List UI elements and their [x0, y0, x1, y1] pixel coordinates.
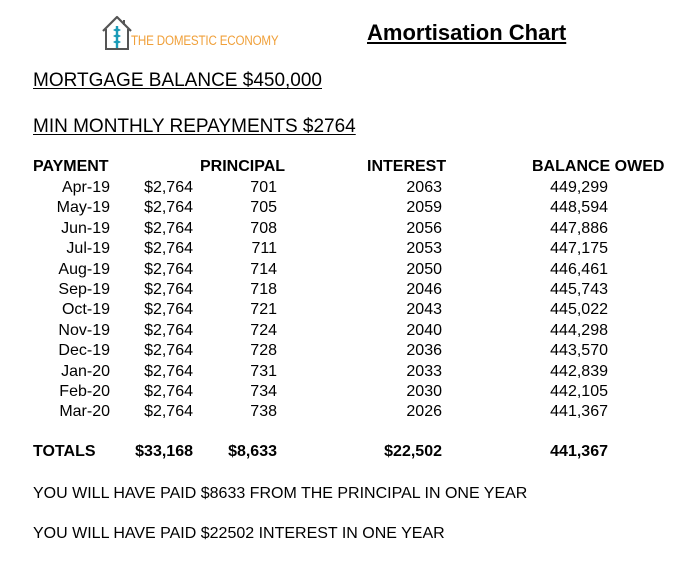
totals-payment: $33,168 — [135, 443, 193, 460]
cell-balance: 444,298 — [550, 321, 608, 339]
cell-month: Apr-19 — [61, 179, 110, 196]
cell-principal: 714 — [250, 260, 277, 278]
cell-principal: 734 — [250, 383, 277, 400]
cell-payment: $2,764 — [144, 342, 193, 360]
summary-interest-paid: YOU WILL HAVE PAID $22502 INTEREST IN ONE YEAR — [33, 525, 445, 542]
cell-principal: 705 — [250, 199, 277, 217]
cell-month: Mar-20 — [59, 403, 110, 421]
logo — [100, 14, 300, 54]
cell-month: Oct-19 — [61, 301, 110, 319]
cell-payment: $2,764 — [144, 260, 193, 278]
cell-principal: 708 — [250, 219, 277, 237]
cell-balance: 441,367 — [550, 403, 608, 421]
min-monthly-repayments: MIN MONTHLY REPAYMENTS $2764 — [33, 116, 356, 137]
cell-principal: 731 — [250, 362, 277, 380]
cell-interest: 2043 — [406, 301, 442, 319]
cell-payment: $2,764 — [144, 403, 193, 421]
cell-payment: $2,764 — [144, 240, 193, 258]
header-principal: PRINCIPAL — [200, 158, 286, 175]
cell-payment: $2,764 — [144, 199, 193, 217]
cell-month: Dec-19 — [58, 342, 110, 360]
totals-interest: $22,502 — [384, 443, 442, 460]
cell-payment: $2,764 — [144, 321, 193, 339]
cell-interest: 2026 — [406, 403, 442, 421]
cell-interest: 2059 — [406, 199, 442, 217]
cell-interest: 2053 — [406, 240, 442, 258]
cell-month: Aug-19 — [58, 260, 110, 278]
cell-month: Feb-20 — [59, 383, 110, 400]
summary-principal-paid: YOU WILL HAVE PAID $8633 FROM THE PRINCIPAL IN ONE YEAR — [33, 485, 528, 502]
cell-payment: $2,764 — [144, 362, 193, 380]
totals-balance: 441,367 — [550, 443, 608, 460]
cell-interest: 2040 — [406, 321, 442, 339]
cell-month: Nov-19 — [58, 321, 110, 339]
cell-balance: 445,743 — [550, 281, 608, 298]
cell-principal: 728 — [250, 342, 277, 360]
cell-balance: 442,105 — [550, 383, 608, 400]
cell-principal: 724 — [250, 321, 277, 339]
cell-balance: 447,886 — [550, 219, 608, 237]
cell-interest: 2033 — [406, 362, 442, 380]
header-payment: PAYMENT — [33, 158, 109, 175]
logo-text: THE DOMESTIC ECONOMY — [131, 33, 279, 48]
cell-principal: 701 — [250, 179, 277, 196]
cell-principal: 711 — [251, 240, 277, 258]
cell-balance: 442,839 — [550, 362, 608, 380]
cell-month: Jun-19 — [61, 219, 110, 237]
cell-interest: 2050 — [406, 260, 442, 278]
cell-month: Jan-20 — [61, 362, 110, 380]
cell-principal: 738 — [250, 403, 277, 421]
cell-balance: 447,175 — [550, 240, 608, 258]
cell-balance: 448,594 — [550, 199, 608, 217]
cell-balance: 445,022 — [550, 301, 608, 319]
cell-balance: 446,461 — [550, 260, 608, 278]
cell-interest: 2063 — [406, 179, 442, 196]
cell-payment: $2,764 — [144, 301, 193, 319]
cell-interest: 2036 — [406, 342, 442, 360]
mortgage-balance: MORTGAGE BALANCE $450,000 — [33, 70, 322, 91]
totals-label: TOTALS — [33, 443, 96, 460]
cell-payment: $2,764 — [144, 281, 193, 298]
cell-balance: 443,570 — [550, 342, 608, 360]
house-icon — [100, 14, 134, 52]
page-title: Amortisation Chart — [367, 20, 567, 45]
cell-payment: $2,764 — [144, 219, 193, 237]
cell-principal: 718 — [250, 281, 277, 298]
cell-balance: 449,299 — [550, 179, 608, 196]
cell-interest: 2056 — [406, 219, 442, 237]
cell-payment: $2,764 — [144, 383, 193, 400]
cell-month: May-19 — [56, 199, 110, 217]
cell-principal: 721 — [250, 301, 277, 319]
totals-principal: $8,633 — [228, 443, 277, 460]
cell-payment: $2,764 — [144, 179, 193, 196]
cell-month: Sep-19 — [58, 281, 110, 298]
cell-interest: 2030 — [406, 383, 442, 400]
cell-interest: 2046 — [406, 281, 442, 298]
cell-month: Jul-19 — [66, 240, 110, 258]
header-balance-owed: BALANCE OWED — [532, 158, 665, 175]
header-interest: INTEREST — [367, 158, 447, 175]
